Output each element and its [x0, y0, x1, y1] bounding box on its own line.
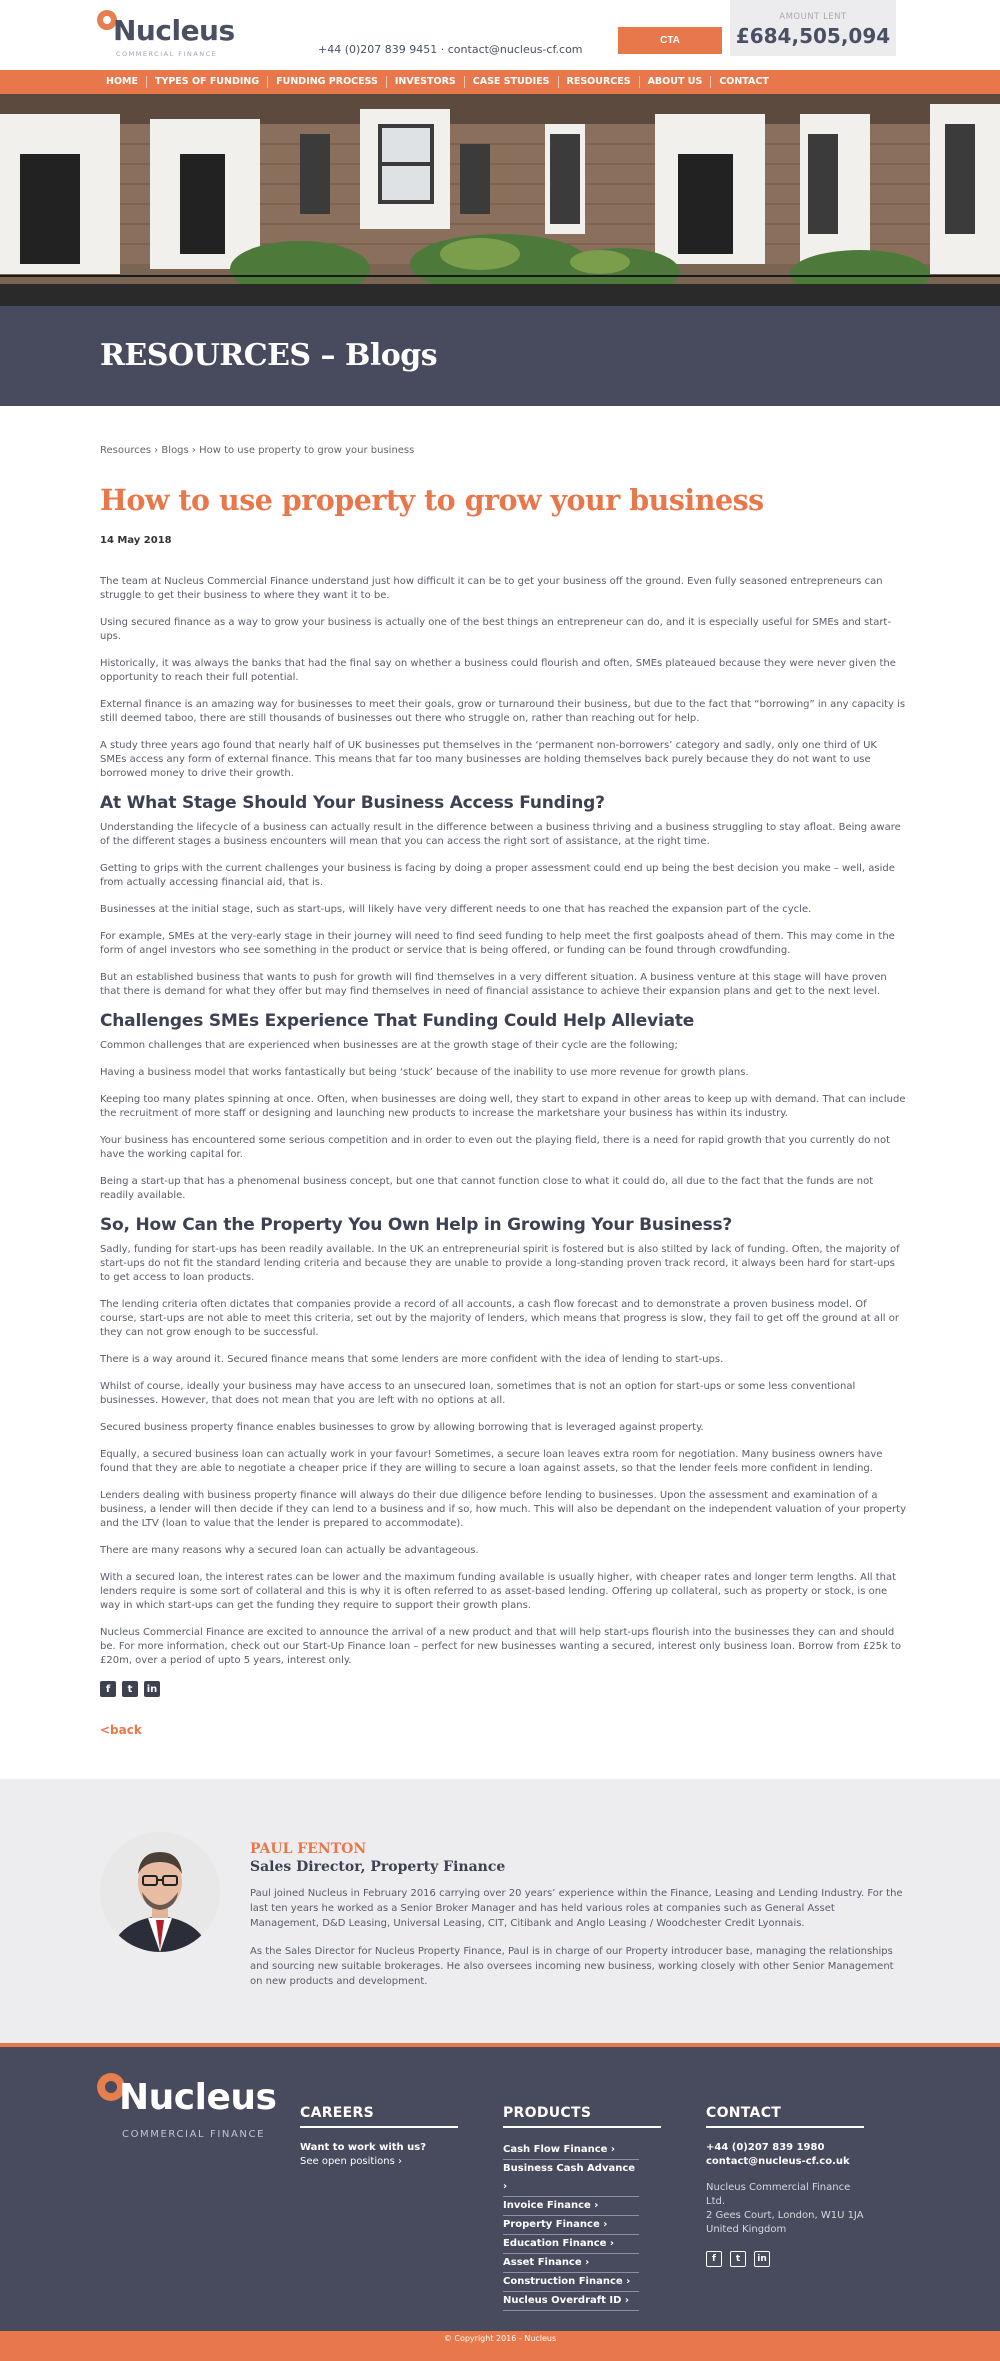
author-section — [0, 1779, 1000, 2043]
avatar — [100, 1832, 220, 1952]
author-bio — [250, 1886, 906, 2002]
article-paragraph: Lenders dealing with business property finance will always do their due diligence before lending to businesses. Upon the assessment and examination of a business, a lender will then decide if they can lend to a business and if so, how much. This will also be dependant on the independent valuation of your property and the LTV (loan to value that the lender is prepared to accommodate). — [100, 1490, 907, 1529]
linkedin-icon[interactable]: in — [144, 1681, 160, 1697]
twitter-icon[interactable]: t — [122, 1681, 138, 1697]
article-paragraph: Keeping too many plates spinning at once. Often, when businesses are doing well, they start to expand in other areas to keep up with demand. That can include the recruitment of more staff or designing and launching new products to increase the marketshare your business has within its industry. — [100, 1094, 906, 1119]
footer-address-line: 2 Gees Court, London, W1U 1JA — [706, 2210, 864, 2221]
page-title: RESOURCES – Blogs — [100, 338, 438, 373]
article-paragraph: There are many reasons why a secured loan can actually be advantageous. — [100, 1545, 479, 1556]
product-link[interactable]: Education Finance › — [503, 2235, 639, 2254]
footer-email[interactable]: contact@nucleus-cf.co.uk — [706, 2156, 850, 2167]
header-contact[interactable]: +44 (0)207 839 9451 · contact@nucleus-cf.com — [318, 43, 583, 56]
footer-phone[interactable]: +44 (0)207 839 1980 — [706, 2142, 825, 2153]
article-paragraph: Using secured finance as a way to grow your business is actually one of the best things an entrepreneur can do, and it is especially useful for SMEs and start-ups. — [100, 617, 891, 642]
footer-logo-word: Nucleus — [119, 2077, 277, 2118]
article-paragraph: A study three years ago found that nearly half of UK businesses put themselves in the ‘permanent non-borrowers’ category and sadly, only one third of UK SMEs access any form of external finance. This means that far too many businesses are holding themselves back purely because they do not want to use borrowed money to drive their growth. — [100, 740, 877, 779]
article-paragraph: With a secured loan, the interest rates can be lower and the maximum funding available is usually higher, with cheaper rates and longer term lengths. All that lenders require is some sort of collateral and this is why it is often referred to as asset-based lending. Offering up collateral, such as property or stock, is one way in which start-ups can get the funding they require to support their growth plans. — [100, 1572, 897, 1611]
article-paragraph: But an established business that wants to push for growth will find themselves in a very different situation. A business venture at this stage will have proven that there is demand for what they offer but may find themselves in need of financial assistance to achieve their expansion plans and get to the next level. — [100, 972, 887, 997]
back-link[interactable]: <back — [100, 1723, 142, 1737]
careers-link[interactable]: Want to work with us? — [300, 2142, 427, 2153]
nav-contact[interactable]: CONTACT — [719, 76, 769, 87]
facebook-icon[interactable]: f — [706, 2251, 722, 2267]
footer-products-title: PRODUCTS — [503, 2105, 661, 2128]
page-title-band — [0, 306, 1000, 406]
section-heading: Challenges SMEs Experience That Funding Could Help Alleviate — [100, 1011, 695, 1031]
product-link[interactable]: Asset Finance › — [503, 2254, 639, 2273]
article-paragraph: The lending criteria often dictates that companies provide a record of all accounts, a cash flow forecast and to demonstrate a proven business model. Of course, start-ups are not able to meet this criteria, set out by the majority of lenders, which means that progress is slow, they fail to get off the ground at all or they can not grow enough to be successful. — [100, 1299, 899, 1338]
open-positions-link[interactable]: See open positions › — [300, 2156, 402, 2167]
product-link[interactable]: Invoice Finance › — [503, 2197, 639, 2216]
article-paragraph: Whilst of course, ideally your business may have access to an unsecured loan, sometimes that is not an option for start-ups or some less conventional businesses. However, that does not mean that you are left with no options at all. — [100, 1381, 856, 1406]
author-bio-paragraph: Paul joined Nucleus in February 2016 carrying over 20 years’ experience within the Finance, Leasing and Lending Industry. For the last ten years he worked as a Senior Broker Manager and has held various roles at companies such as General Asset Management, D&D Leasing, Universal Leasing, CIT, Citibank and Anglo Leasing / Woodchester Credit Lyonnais. — [250, 1888, 903, 1929]
product-link[interactable]: Nucleus Overdraft ID › — [503, 2292, 639, 2311]
amount-lent-label: AMOUNT LENT — [779, 12, 847, 22]
article-date: 14 May 2018 — [100, 535, 172, 546]
product-link[interactable]: Business Cash Advance › — [503, 2160, 639, 2197]
footer-contact — [706, 2105, 864, 2267]
share-icons — [100, 1681, 906, 1697]
article-body — [100, 575, 906, 1737]
article-paragraph: Your business has encountered some serious competition and in order to even out the playing field, there is a need for rapid growth that you currently do not have the working capital for. — [100, 1135, 891, 1160]
logo-subtitle: COMMERCIAL FINANCE — [116, 50, 218, 58]
nav-case-studies[interactable]: CASE STUDIES — [465, 76, 559, 88]
product-link[interactable]: Cash Flow Finance › — [503, 2141, 639, 2160]
footer-company: Nucleus Commercial Finance Ltd. — [706, 2182, 851, 2207]
cta-button[interactable]: CTA — [618, 27, 722, 54]
site-header — [0, 0, 1000, 70]
main-nav — [0, 70, 1000, 94]
nav-types-of-funding[interactable]: TYPES OF FUNDING — [147, 76, 268, 88]
author-name: PAUL FENTON — [250, 1841, 367, 1857]
logo-word: Nucleus — [113, 14, 235, 47]
breadcrumb[interactable]: Resources › Blogs › How to use property to grow your business — [100, 445, 415, 456]
article-paragraph: Common challenges that are experienced when businesses are at the growth stage of their cycle are the following; — [100, 1040, 678, 1051]
footer-logo-subtitle: COMMERCIAL FINANCE — [122, 2129, 266, 2140]
twitter-icon[interactable]: t — [730, 2251, 746, 2267]
linkedin-icon[interactable]: in — [754, 2251, 770, 2267]
article-paragraph: Businesses at the initial stage, such as start-ups, will likely have very different needs to one that has reached the expansion part of the cycle. — [100, 904, 812, 915]
article-paragraph: Having a business model that works fantastically but being ‘stuck’ because of the inability to use more revenue for growth plans. — [100, 1067, 749, 1078]
nav-resources[interactable]: RESOURCES — [559, 76, 640, 88]
article-paragraph: For example, SMEs at the very-early stage in their journey will need to find seed funding to help meet the first goalposts ahead of them. This may come in the form of angel investors who see something in the product or service that is being offered, or funding can be found through crowdfunding. — [100, 931, 895, 956]
nav-about-us[interactable]: ABOUT US — [640, 76, 712, 88]
author-role: Sales Director, Property Finance — [250, 1859, 506, 1875]
article-paragraph: Secured business property finance enables businesses to grow by allowing borrowing that is leveraged against property. — [100, 1422, 704, 1433]
article-paragraph: Equally, a secured business loan can actually work in your favour! Sometimes, a secure loan leaves extra room for negotiation. Many business owners have found that they are able to negotiate a cheaper price if they are willing to secure a loan against assets, so that the lender feels more confident in lending. — [100, 1449, 883, 1474]
section-heading: At What Stage Should Your Business Access Funding? — [100, 793, 605, 813]
article-paragraph: There is a way around it. Secured finance means that some lenders are more confident with the idea of lending to start-ups. — [100, 1354, 724, 1365]
amount-lent-value: £684,505,094 — [735, 24, 891, 48]
section-heading: So, How Can the Property You Own Help in Growing Your Business? — [100, 1215, 733, 1235]
article-paragraph: External finance is an amazing way for businesses to meet their goals, grow or turnaround their business, but due to the fact that “borrowing” in any capacity is still deemed taboo, there are still thousands of businesses out there who struggle on, rather than reaching out for help. — [100, 699, 906, 724]
footer-address-line: United Kingdom — [706, 2224, 787, 2235]
footer-careers — [300, 2105, 458, 2169]
article-paragraph: Sadly, funding for start-ups has been readily available. In the UK an entrepreneurial spirit is fostered but is also stilted by lack of funding. Often, the majority of start-ups do not fit the standard lending criteria and because they are unable to provide a long-standing proven track record, it always been hard for start-ups to get access to loan products. — [100, 1244, 900, 1283]
copyright: © Copyright 2016 - Nucleus — [0, 2331, 1000, 2361]
article-paragraph: Getting to grips with the current challenges your business is facing by doing a proper assessment could end up being the best decision you make – well, aside from actually accessing financial aid, that is. — [100, 863, 895, 888]
nav-home[interactable]: HOME — [100, 76, 147, 88]
product-link[interactable]: Construction Finance › — [503, 2273, 639, 2292]
hero-image — [0, 94, 1000, 306]
nav-investors[interactable]: INVESTORS — [387, 76, 465, 88]
article-title: How to use property to grow your business — [100, 483, 764, 517]
footer-careers-title: CAREERS — [300, 2105, 458, 2128]
footer-contact-title: CONTACT — [706, 2105, 864, 2128]
article-paragraph: Being a start-up that has a phenomenal business concept, but one that cannot function close to what it could do, all due to the fact that the funds are not readily available. — [100, 1176, 874, 1201]
facebook-icon[interactable]: f — [100, 1681, 116, 1697]
footer-products — [503, 2105, 661, 2311]
site-footer — [0, 2043, 1000, 2331]
article-paragraph: The team at Nucleus Commercial Finance understand just how difficult it can be to get your business off the ground. Even fully seasoned entrepreneurs can struggle to get their business to where they want it to be. — [100, 576, 883, 601]
article-paragraph: Understanding the lifecycle of a business can actually result in the difference between a business thriving and a business struggling to stay afloat. Being aware of the different stages a business encounters will mean that you can access the right sort of assistance, at the right time. — [100, 822, 901, 847]
nav-funding-process[interactable]: FUNDING PROCESS — [268, 76, 387, 88]
article-paragraph: Nucleus Commercial Finance are excited to announce the arrival of a new product and that will help start-ups flourish into the businesses they can and should be. For more information, check out our Start-Up Finance loan – perfect for new businesses wanting a secured, interest only business loan. Borrow from £25k to £20m, over a period of upto 5 years, interest only. — [100, 1627, 902, 1666]
amount-lent-box — [730, 0, 896, 56]
author-bio-paragraph: As the Sales Director for Nucleus Property Finance, Paul is in charge of our Property introducer base, managing the relationships and sourcing new suitable brokerages. He also oversees incoming new business, working closely with other Senior Management on new products and development. — [250, 1946, 894, 1987]
product-link[interactable]: Property Finance › — [503, 2216, 639, 2235]
article-paragraph: Historically, it was always the banks that had the final say on whether a business could flourish and often, SMEs plateaued because they were never given the opportunity to reach their full potential. — [100, 658, 896, 683]
